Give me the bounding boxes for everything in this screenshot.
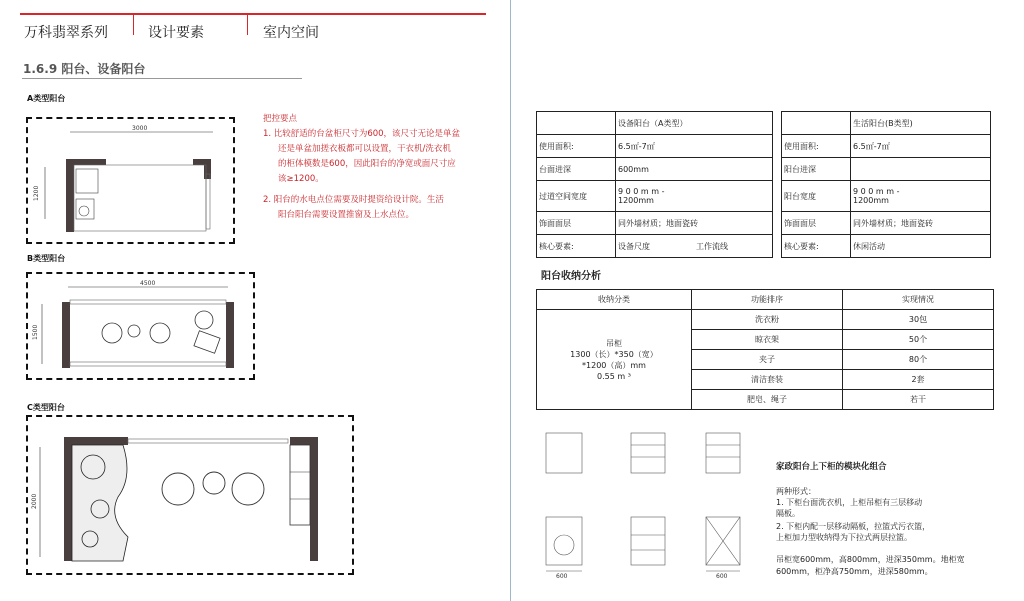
- table-balcony-b: [781, 111, 991, 258]
- note-1b: 还是单盆加搓衣板都可以设置，干衣机/洗衣机: [278, 144, 451, 154]
- plan-c-label: C类型阳台: [27, 403, 65, 412]
- storage-cabinet: 吊柜 1300（长）*350（宽） *1200（高）mm 0.55 m ³: [537, 310, 692, 410]
- storage-item: 夹子: [692, 350, 843, 370]
- storage-title: 阳台收纳分析: [541, 271, 601, 282]
- table-a-cell: 使用面积:: [537, 135, 616, 158]
- notes-title: 把控要点: [263, 114, 298, 124]
- table-b-cell: 6.5㎡-7㎡: [851, 135, 991, 158]
- storage-item: 洗衣粉: [692, 310, 843, 330]
- storage-header: 实现情况: [843, 290, 994, 310]
- plan-b-label: B类型阳台: [27, 254, 66, 263]
- section-title: 1.6.9 阳台、设备阳台: [23, 62, 146, 76]
- page-fold: [510, 0, 511, 601]
- table-b-title: 生活阳台(B类型): [851, 112, 991, 135]
- storage-item: 清洁套装: [692, 370, 843, 390]
- note-1c: 的柜体模数是600，因此阳台的净宽或面尺寸应: [278, 159, 456, 169]
- table-b-cell: 使用面积:: [782, 135, 851, 158]
- table-b-cell: [851, 158, 991, 181]
- cabinet-elevations: [536, 425, 761, 580]
- header-design: 设计要素: [148, 25, 204, 41]
- plan-c-dim-h: 2000: [31, 493, 38, 509]
- module-s2: 600mm，柜净高750mm，进深580mm。: [776, 567, 933, 576]
- table-a-title: 设备阳台（A类型）: [616, 112, 773, 135]
- module-s1: 吊柜宽600mm，高800mm，进深350mm。地柜宽: [776, 555, 965, 564]
- table-a-cell: 6.5㎡-7㎡: [616, 135, 773, 158]
- storage-item: 肥皂、绳子: [692, 390, 843, 410]
- table-a-cell: 台面进深: [537, 158, 616, 181]
- plan-c-frame: [26, 415, 354, 575]
- storage-qty: 2套: [843, 370, 994, 390]
- storage-header: 功能排序: [692, 290, 843, 310]
- cabinet-dim: 600: [716, 573, 728, 580]
- table-a-cell: 同外墙材质；地面瓷砖: [616, 212, 773, 235]
- note-2: 2. 阳台的水电点位需要及时提资给设计院。生活: [263, 195, 444, 205]
- storage-table: [536, 289, 994, 410]
- module-f1: 1. 下柜台面洗衣机，上柜吊柜有三层移动: [776, 498, 923, 507]
- plan-a-drawing: [28, 119, 233, 242]
- header-divider: [247, 13, 248, 35]
- note-1d: 该≥1200。: [278, 174, 324, 184]
- table-b-cell: 饰面面层: [782, 212, 851, 235]
- note-1: 1. 比较舒适的台盆柜尺寸为600，该尺寸无论是单盆: [263, 129, 461, 139]
- table-b-cell: 休闲活动: [851, 235, 991, 258]
- module-title: 家政阳台上下柜的模块化组合: [776, 462, 887, 472]
- table-balcony-a: [536, 111, 773, 258]
- storage-qty: 50个: [843, 330, 994, 350]
- header-rule: [20, 13, 486, 15]
- plan-c-drawing: [28, 417, 352, 573]
- header-series: 万科翡翠系列: [24, 25, 108, 41]
- table-a-cell: 工作流线: [694, 235, 773, 258]
- table-a-cell: 600mm: [616, 158, 773, 181]
- plan-a-frame: [26, 117, 235, 244]
- table-b-cell: 核心要素:: [782, 235, 851, 258]
- table-b-cell: 阳台进深: [782, 158, 851, 181]
- plan-b-drawing: [28, 274, 253, 378]
- header-space: 室内空间: [263, 25, 319, 41]
- module-forms: 两种形式：: [776, 487, 816, 496]
- table-a-cell: 核心要素:: [537, 235, 616, 258]
- table-b-cell: 9 0 0 m m - 1200mm: [851, 181, 991, 212]
- table-a-cell: 9 0 0 m m - 1200mm: [616, 181, 773, 212]
- cabinet-dim: 600: [556, 573, 568, 580]
- plan-a-dim-w: 3000: [132, 125, 148, 132]
- plan-a-label: A类型阳台: [27, 94, 66, 103]
- storage-qty: 30包: [843, 310, 994, 330]
- storage-item: 晾衣架: [692, 330, 843, 350]
- header-divider: [133, 13, 134, 35]
- module-f2b: 上柜加力型收纳得为下拉式两层拉篮。: [776, 533, 912, 542]
- table-a-cell: 设备尺度: [616, 235, 694, 258]
- plan-b-dim-h: 1500: [32, 324, 39, 340]
- plan-b-dim-w: 4500: [140, 280, 156, 287]
- table-a-cell: 饰面面层: [537, 212, 616, 235]
- section-rule: [22, 78, 302, 79]
- plan-a-dim-h: 1200: [33, 185, 40, 201]
- storage-qty: 若干: [843, 390, 994, 410]
- storage-qty: 80个: [843, 350, 994, 370]
- module-f1b: 隔板。: [776, 509, 800, 518]
- table-a-cell: 过道空间宽度: [537, 181, 616, 212]
- note-2b: 阳台阳台需要设置推窗及上水点位。: [278, 210, 415, 220]
- storage-header: 收纳分类: [537, 290, 692, 310]
- module-f2: 2. 下柜内配一层移动隔板，拉篮式污衣篮，: [776, 522, 931, 531]
- plan-b-frame: [26, 272, 255, 380]
- table-b-cell: 同外墙材质；地面瓷砖: [851, 212, 991, 235]
- table-b-cell: 阳台宽度: [782, 181, 851, 212]
